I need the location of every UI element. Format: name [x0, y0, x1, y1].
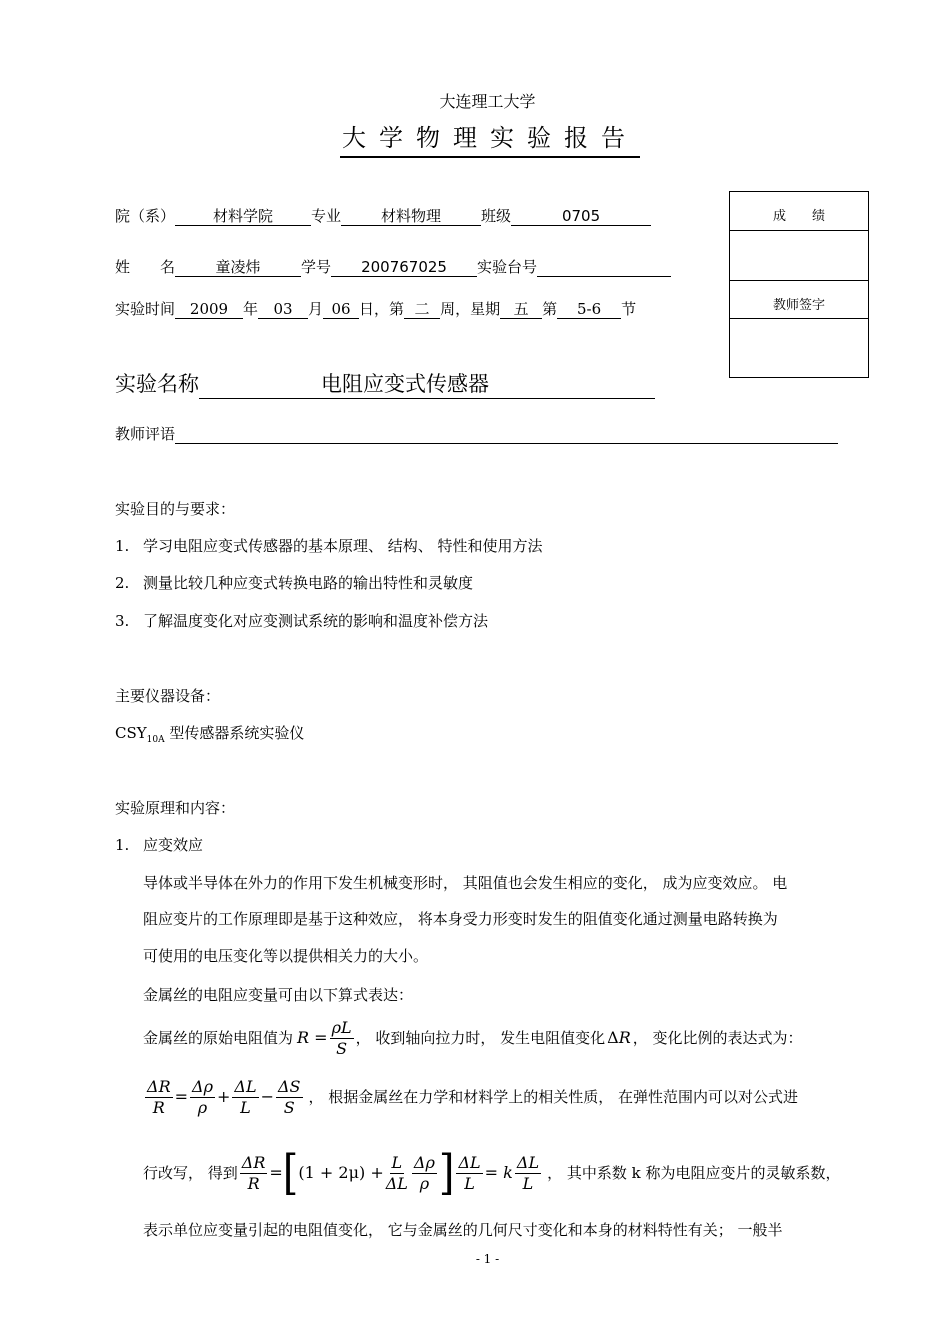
- info-row-time: [115, 299, 636, 319]
- info-row-name: [115, 257, 671, 277]
- id-value: 200767025: [331, 258, 477, 277]
- list-number: 2.: [115, 574, 130, 592]
- fraction: $\frac{\Delta R}{R}$: [241, 1152, 266, 1193]
- fraction: $\frac{\Delta L}{L}$: [458, 1152, 481, 1193]
- weekday-value: 五: [500, 300, 542, 319]
- name-value: 童凌炜: [175, 258, 301, 277]
- subheading-text: 应变效应: [143, 836, 204, 854]
- experiment-name-value: 电阻应变式传感器: [199, 370, 655, 399]
- list-number: 1.: [115, 537, 130, 555]
- name-label: 姓 名: [115, 258, 176, 276]
- formula-delta-r: ΔR: [607, 1028, 631, 1047]
- page-number: - 1 -: [475, 1252, 500, 1266]
- experiment-name-label: 实验名称: [115, 372, 199, 396]
- formula-line-2: [143, 1072, 798, 1122]
- dept-value: 材料学院: [175, 207, 311, 226]
- list-text: 测量比较几种应变式转换电路的输出特性和灵敏度: [143, 574, 474, 592]
- info-row-dept: [115, 206, 651, 226]
- formula-text: ， 其中系数 k 称为电阻应变片的灵敏系数，: [547, 1164, 841, 1182]
- class-value: 0705: [511, 207, 651, 226]
- bench-label: 实验台号: [477, 258, 538, 276]
- fraction: $\frac{L}{\Delta L}$: [385, 1152, 408, 1193]
- experiment-name-row: [115, 370, 655, 399]
- period-value: 5-6: [557, 300, 621, 319]
- signature-label: 教师签字: [772, 298, 825, 313]
- fraction: $\frac{\Delta R}{R}$: [147, 1076, 171, 1117]
- major-label: 专业: [311, 207, 342, 225]
- year-value: 2009: [175, 300, 243, 319]
- report-title: 大学物理实验报告: [340, 118, 640, 158]
- bench-value: [537, 258, 671, 277]
- formula-text: 行改写， 得到: [143, 1164, 238, 1182]
- paragraph-line: 阻应变片的工作原理即是基于这种效应， 将本身受力形变时发生的阻值变化通过测量电路转换为: [143, 910, 778, 928]
- teacher-comment-label: 教师评语: [115, 425, 176, 443]
- grade-box: [729, 191, 869, 378]
- week-value: 二: [404, 300, 440, 319]
- class-label: 班级: [481, 207, 512, 225]
- formula-text: ， 收到轴向拉力时， 发生电阻值变化: [355, 1029, 606, 1047]
- paragraph-line: 可使用的电压变化等以提供相关力的大小。: [143, 947, 429, 965]
- formula-term: (1 + 2μ) +: [298, 1163, 384, 1182]
- month-label: 月: [308, 300, 324, 318]
- formula-resistance: R =: [297, 1028, 328, 1047]
- principle-subheading: [115, 835, 203, 855]
- day-value: 06: [323, 300, 359, 319]
- fraction: $\frac{\Delta S}{S}$: [277, 1076, 301, 1117]
- list-item: [115, 611, 488, 631]
- principle-heading: 实验原理和内容：: [115, 799, 236, 817]
- paragraph-line: 导体或半导体在外力的作用下发生机械变形时， 其阻值也会发生相应的变化， 成为应变效应。 电: [143, 874, 788, 892]
- formula-bracket: ]: [438, 1145, 455, 1201]
- teacher-comment-line: [175, 425, 838, 444]
- fraction: $\frac{\Delta\rho}{\rho}$: [192, 1076, 213, 1117]
- paragraph-line: 金属丝的电阻应变量可由以下算式表达：: [143, 986, 414, 1004]
- formula-text: 金属丝的原始电阻值为: [143, 1029, 294, 1047]
- formula-op: =: [269, 1163, 283, 1182]
- grade-divider: [730, 230, 868, 231]
- list-number: 1.: [115, 836, 130, 854]
- major-value: 材料物理: [341, 207, 481, 226]
- formula-line-3: [143, 1146, 840, 1200]
- formula-op: =: [174, 1087, 189, 1106]
- teacher-comment-row: [115, 424, 838, 444]
- formula-op: −: [260, 1087, 274, 1106]
- formula-text: ， 变化比例的表达式为：: [632, 1029, 803, 1047]
- equipment-model-sub: 10A: [146, 735, 165, 745]
- equipment-item: [115, 723, 304, 750]
- week-label: 周，星期: [440, 300, 501, 318]
- university-name: 大连理工大学: [439, 92, 536, 111]
- grade-divider: [730, 280, 868, 281]
- dept-label: 院（系）: [115, 207, 176, 225]
- score-label: 成 绩: [772, 209, 825, 224]
- year-label: 年: [243, 300, 259, 318]
- list-item: [115, 536, 543, 556]
- fraction: $\frac{\rho L}{S}$: [331, 1017, 352, 1058]
- month-value: 03: [258, 300, 308, 319]
- fraction: $\frac{\Delta L}{L}$: [234, 1076, 257, 1117]
- list-number: 3.: [115, 612, 130, 630]
- paragraph-line: 表示单位应变量引起的电阻值变化， 它与金属丝的几何尺寸变化和本身的材料特性有关； 一般半: [143, 1221, 783, 1239]
- list-text: 了解温度变化对应变测试系统的影响和温度补偿方法: [143, 612, 489, 630]
- period-label: 第: [542, 300, 558, 318]
- objectives-heading: 实验目的与要求：: [115, 500, 236, 518]
- fraction: $\frac{\Delta\rho}{\rho}$: [413, 1152, 435, 1193]
- list-item: [115, 573, 473, 593]
- day-label: 日，第: [359, 300, 405, 318]
- list-text: 学习电阻应变式传感器的基本原理、 结构、 特性和使用方法: [143, 537, 543, 555]
- time-label: 实验时间: [115, 300, 176, 318]
- period-end-label: 节: [621, 300, 637, 318]
- id-label: 学号: [301, 258, 332, 276]
- grade-divider: [730, 318, 868, 319]
- formula-line-1: [143, 1013, 803, 1063]
- equipment-desc: 型传感器系统实验仪: [164, 724, 305, 742]
- formula-op: +: [216, 1087, 231, 1106]
- equipment-heading: 主要仪器设备：: [115, 687, 221, 705]
- formula-bracket: [: [282, 1145, 299, 1201]
- formula-op: = k: [484, 1163, 513, 1182]
- formula-text: ， 根据金属丝在力学和材料学上的相关性质， 在弹性范围内可以对公式进: [308, 1088, 799, 1106]
- equipment-model: CSY: [115, 724, 147, 742]
- fraction: $\frac{\Delta L}{L}$: [516, 1152, 540, 1193]
